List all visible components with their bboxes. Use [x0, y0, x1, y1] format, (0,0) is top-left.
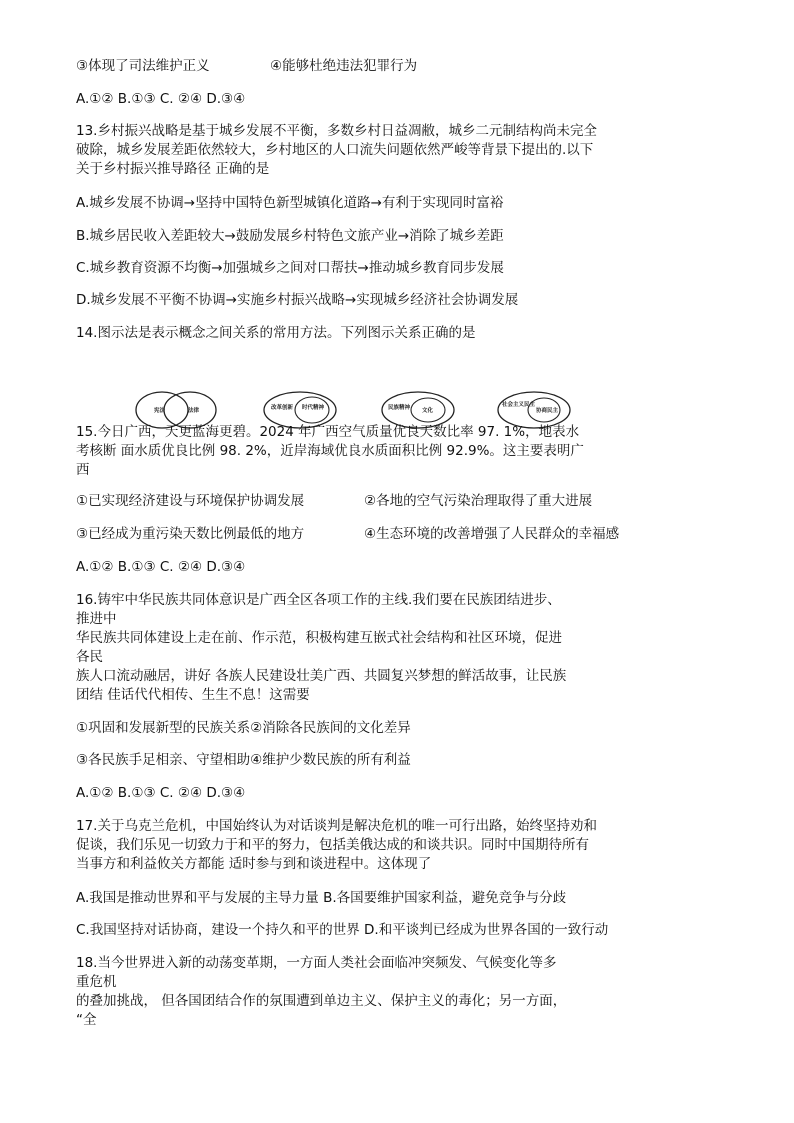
- q17-options-ab: A.我国是推动世界和平与发展的主导力量 B.各国要维护国家利益，避免竞争与分歧: [76, 890, 567, 906]
- q16-stem-line-3: 华民族共同体建设上走在前、作示范，积极构建互嵌式社会结构和社区环境，促进: [76, 630, 562, 646]
- q15-item-4: ④生态环境的改善增强了人民群众的幸福感: [364, 526, 620, 542]
- q16-stem-line-6: 团结 佳话代代相传、生生不息！这需要: [76, 687, 310, 703]
- q14-diagram-c-inner-label: 文化: [422, 408, 434, 414]
- q18-stem-line-3: 的叠加挑战， 但各国团结合作的氛围遭到单边主义、保护主义的毒化；另一方面，: [76, 993, 567, 1009]
- q14-diagram-b-outer-label: 改革创新: [271, 405, 294, 411]
- q13-option-b: B.城乡居民收入差距较大→鼓励发展乡村特色文旅产业→消除了城乡差距: [76, 228, 504, 244]
- q12-item-3: ③体现了司法维护正义: [76, 58, 210, 74]
- q14-diagram-d-outer-label: 社会主义民主: [502, 402, 536, 408]
- q16-stem-line-5: 族人口流动融居，讲好 各族人民建设壮美广西、共圆复兴梦想的鲜活故事，让民族: [76, 668, 567, 684]
- q15-stem-line-2: 考核断 面水质优良比例 98. 2%，近岸海域优良水质面积比例 92.9%。这主要表明广: [76, 443, 584, 459]
- q18-stem-line-2: 重危机: [76, 974, 117, 990]
- q13-stem-line-2: 破除，城乡发展差距依然较大，乡村地区的人口流失问题依然严峻等背景下提出的.以下: [76, 142, 594, 158]
- q17-stem-line-3: 当事方和利益攸关方都能 适时参与到和谈进程中。这体现了: [76, 856, 432, 872]
- q12-item-4: ④能够杜绝违法犯罪行为: [270, 58, 418, 74]
- q18-stem-line-4: “全: [76, 1012, 97, 1028]
- q14-diagram-b-inner-label: 时代精神: [302, 405, 325, 411]
- q15-item-1: ①已实现经济建设与环境保护协调发展: [76, 493, 305, 509]
- q14-diagram-a-right-label: 法律: [188, 408, 200, 414]
- q17-stem-line-1: 17.关于乌克兰危机，中国始终认为对话谈判是解决危机的唯一可行出路，始终坚持劝和: [76, 818, 597, 834]
- q15-stem-line-1: 15.今日广西，天更蓝海更碧。2024 年广西空气质量优良天数比率 97. 1%，地表水: [76, 424, 580, 440]
- q13-option-d: D.城乡发展不平衡不协调→实施乡村振兴战略→实现城乡经济社会协调发展: [76, 292, 519, 308]
- q13-stem-line-3: 关于乡村振兴推导路径 正确的是: [76, 161, 270, 177]
- q14-diagram-c-outer-label: 民族精神: [388, 405, 411, 411]
- q17-stem-line-2: 促谈，我们乐见一切致力于和平的努力，包括美俄达成的和谈共识。同时中国期待所有: [76, 837, 589, 853]
- q15-item-3: ③已经成为重污染天数比例最低的地方: [76, 526, 305, 542]
- q16-stem-line-2: 推进中: [76, 611, 117, 627]
- q16-stem-line-4: 各民: [76, 649, 103, 665]
- q15-answers: A.①② B.①③ C. ②④ D.③④: [76, 559, 246, 575]
- q15-stem-line-3: 西: [76, 462, 90, 478]
- q18-stem-line-1: 18.当今世界进入新的动荡变革期，一方面人类社会面临冲突频发、气候变化等多: [76, 955, 557, 971]
- q13-option-a: A.城乡发展不协调→坚持中国特色新型城镇化道路→有利于实现同时富裕: [76, 195, 504, 211]
- q14-stem: 14.图示法是表示概念之间关系的常用方法。下列图示关系正确的是: [76, 325, 476, 341]
- q13-option-c: C.城乡教育资源不均衡→加强城乡之间对口帮扶→推动城乡教育同步发展: [76, 260, 504, 276]
- q12-answers: A.①② B.①③ C. ②④ D.③④: [76, 91, 246, 107]
- q14-diagram-d-inner-label: 协商民主: [536, 408, 559, 414]
- q16-answers: A.①② B.①③ C. ②④ D.③④: [76, 785, 246, 801]
- q16-items-line-1: ①巩固和发展新型的民族关系②消除各民族间的文化差异: [76, 720, 411, 736]
- q15-item-2: ②各地的空气污染治理取得了重大进展: [364, 493, 593, 509]
- q16-stem-line-1: 16.铸牢中华民族共同体意识是广西全区各项工作的主线.我们要在民族团结进步、: [76, 592, 561, 608]
- q17-options-cd: C.我国坚持对话协商，建设一个持久和平的世界 D.和平谈判已经成为世界各国的一致行动: [76, 922, 609, 938]
- q13-stem-line-1: 13.乡村振兴战略是基于城乡发展不平衡，多数乡村日益凋敝，城乡二元制结构尚未完全: [76, 123, 597, 139]
- q14-diagram-a-left-label: 宪法: [154, 408, 166, 414]
- q16-items-line-2: ③各民族手足相亲、守望相助④维护少数民族的所有利益: [76, 752, 411, 768]
